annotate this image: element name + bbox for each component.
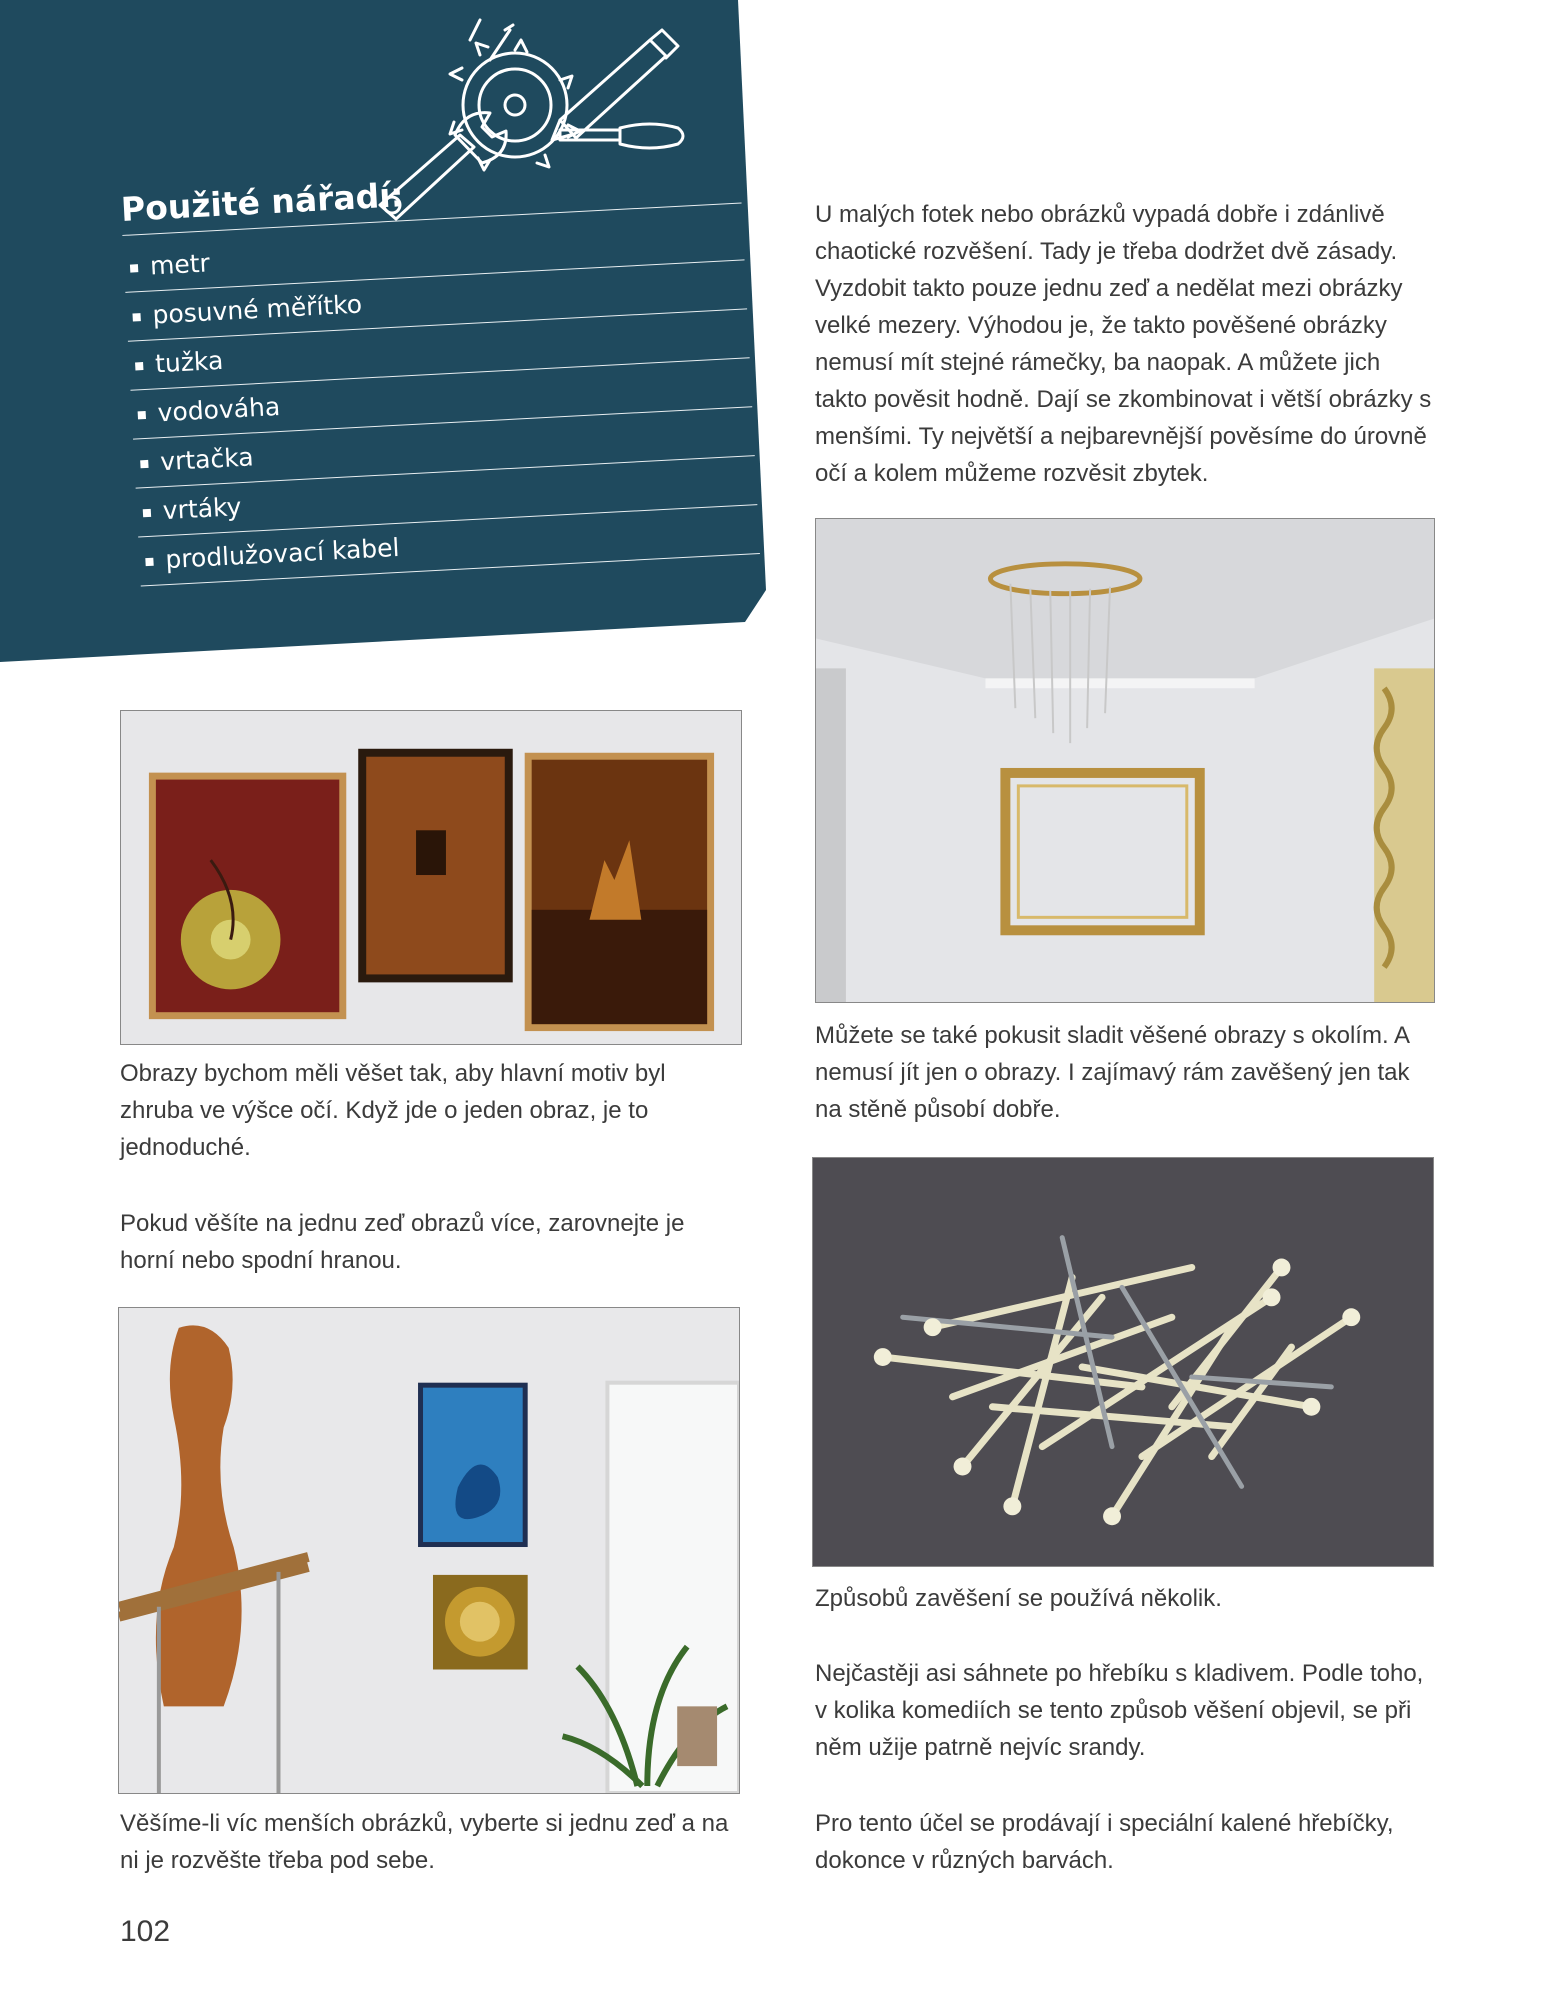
bullet-icon [138,411,146,419]
photo-statue-paintings [118,1307,740,1794]
hammer-paragraph: Nejčastěji asi sáhnete po hřebíku s kladivem. Podle toho, v kolika komediích se tento způsob věšení objevil, se při něm užije patrně nejvíc srandy. [815,1660,1424,1761]
photo-nails [812,1157,1434,1567]
tools-title: Použité nářadí: [120,158,742,236]
tool-item: prodlužovací kabel [138,505,760,586]
nails-paragraph: Pro tento účel se prodávají i speciální kalené hřebíčky, dokonce v různých barvách. [815,1810,1394,1874]
bullet-icon [130,264,138,272]
tool-item: metr [123,211,745,292]
tool-item: vodováha [131,358,753,439]
photo-chandelier-frame [815,518,1435,1003]
photo-three-paintings [120,710,742,1045]
bullet-icon [143,509,151,517]
tool-item: tužka [128,309,750,390]
eye-level-paragraph: Obrazy bychom měli věšet tak, aby hlavní motiv byl zhruba ve výšce očí. Když jde o jeden obraz, je to jednoduché. [120,1060,666,1161]
ways-paragraph: Způsobů zavěšení se používá několik. [815,1585,1222,1612]
tool-list [123,211,760,586]
bullet-icon [145,558,153,566]
tool-item: posuvné měřítko [125,260,747,341]
bullet-icon [140,460,148,468]
bullet-icon [132,313,140,321]
bullet-icon [135,362,143,370]
tools-box [120,158,762,630]
align-paragraph: Pokud věšíte na jednu zeď obrazů více, zarovnejte je horní nebo spodní hranou. [120,1210,685,1274]
page-number: 102 [120,1915,171,1948]
tool-item: vrtáky [136,456,758,537]
smaller-pictures-paragraph: Věšíme-li víc menších obrázků, vyberte si jednu zeď a na ni je rozvěšte třeba pod sebe. [120,1810,729,1874]
frame-caption: Můžete se také pokusit sladit věšené obrazy s okolím. A nemusí jít jen o obrazy. I zajímavý rám zavěšený jen tak na stěně působí dobře. [815,1022,1410,1123]
tool-item: vrtačka [133,407,755,488]
intro-paragraph: U malých fotek nebo obrázků vypadá dobře i zdánlivě chaotické rozvěšení. Tady je třeba dodržet dvě zásady. Vyzdobit takto pouze jednu zeď a nedělat mezi obrázky velké mezery. Výhodou je, že takto pověšené obrázky nemusí mít stejné rámečky, ba naopak. A můžete jich takto pověsit hodně. Dají se zkombinovat i větší obrázky s menšími. Ty největší a nejbarevnější pověsíme do úrovně očí a kolem můžeme rozvěsit zbytek. [815,201,1432,487]
